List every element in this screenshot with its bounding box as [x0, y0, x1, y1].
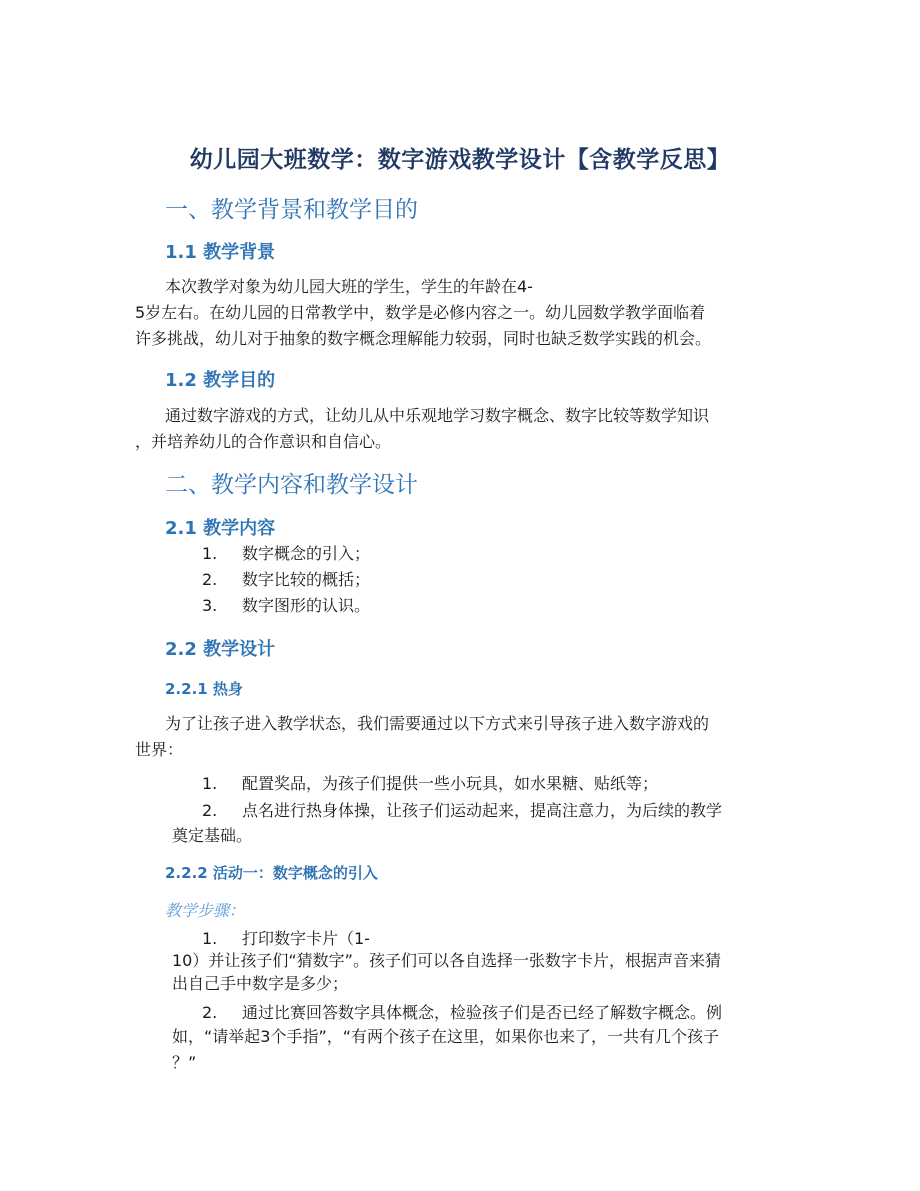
list-item-continuation: 出自己手中数字是多少； — [172, 974, 349, 993]
list-number: 1. — [202, 544, 218, 563]
list-text: 数字比较的概括； — [242, 570, 371, 589]
s12-line1: 通过数字游戏的方式，让幼儿从中乐观地学习数字概念、数字比较等数学知识 — [165, 406, 710, 425]
section2-heading: 二、教学内容和教学设计 — [165, 472, 418, 498]
section2-1-heading: 2.1 教学内容 — [165, 518, 276, 539]
list-item-continuation: ？” — [172, 1053, 197, 1072]
list-number: 3. — [202, 596, 218, 615]
document-title: 幼儿园大班数学：数字游戏教学设计【含教学反思】 — [189, 147, 731, 173]
list-number: 1. — [202, 929, 218, 948]
list-number: 1. — [202, 774, 218, 793]
section2-2-2-heading: 2.2.2 活动一：数字概念的引入 — [165, 864, 378, 882]
s221-line2: 世界： — [135, 740, 184, 759]
list-number: 2. — [202, 801, 218, 820]
s11-line1: 本次教学对象为幼儿园大班的学生，学生的年龄在4- — [165, 277, 533, 296]
list-number: 2. — [202, 570, 218, 589]
teaching-steps-label: 教学步骤： — [165, 901, 246, 920]
section2-2-heading: 2.2 教学设计 — [165, 639, 276, 660]
list-item-continuation: 如，“请举起3个手指”，“有两个孩子在这里，如果你也来了，一共有几个孩子 — [172, 1027, 720, 1046]
list-text: 数字概念的引入； — [242, 544, 371, 563]
list-text: 点名进行热身体操，让孩子们运动起来，提高注意力，为后续的教学 — [242, 801, 723, 820]
list-item-continuation: 10）并让孩子们“猜数字”。孩子们可以各自选择一张数字卡片，根据声音来猜 — [172, 951, 721, 970]
list-number: 2. — [202, 1003, 218, 1022]
section2-2-1-heading: 2.2.1 热身 — [165, 680, 243, 698]
list-text: 通过比赛回答数字具体概念，检验孩子们是否已经了解数字概念。例 — [242, 1003, 723, 1022]
s11-line2: 5岁左右。在幼儿园的日常教学中，数学是必修内容之一。幼儿园数学教学面临着 — [135, 303, 706, 322]
list-text: 打印数字卡片（1- — [242, 929, 370, 948]
list-text: 配置奖品，为孩子们提供一些小玩具，如水果糖、贴纸等； — [242, 774, 659, 793]
s221-line1: 为了让孩子进入教学状态，我们需要通过以下方式来引导孩子进入数字游戏的 — [165, 714, 710, 733]
section1-2-heading: 1.2 教学目的 — [165, 370, 276, 391]
list-text: 数字图形的认识。 — [242, 596, 371, 615]
s12-line2: ，并培养幼儿的合作意识和自信心。 — [135, 432, 392, 451]
section1-heading: 一、教学背景和教学目的 — [165, 197, 418, 223]
section1-1-heading: 1.1 教学背景 — [165, 242, 276, 263]
s11-line3: 许多挑战，幼儿对于抽象的数字概念理解能力较弱，同时也缺乏数学实践的机会。 — [135, 329, 712, 348]
list-item-continuation: 奠定基础。 — [172, 826, 253, 845]
